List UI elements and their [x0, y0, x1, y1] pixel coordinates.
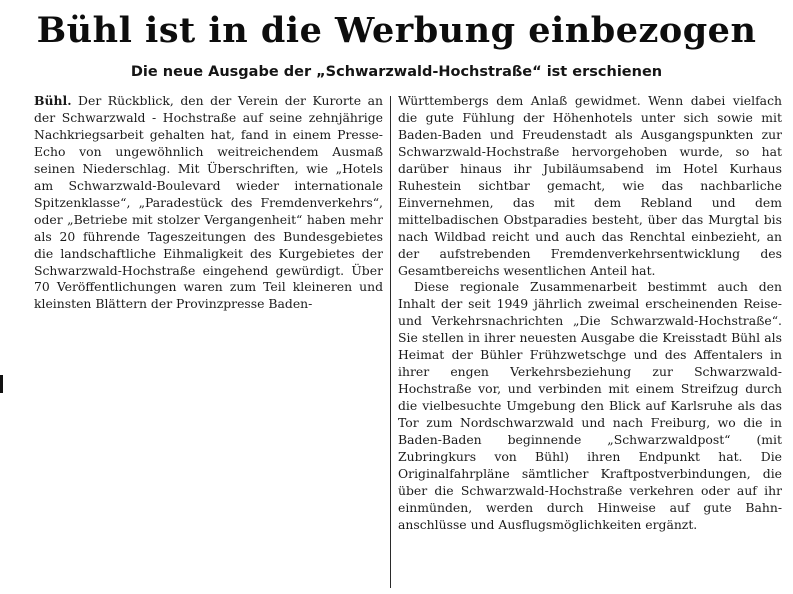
left-column-text: Der Rückblick, den der Verein der Kurorte an der Schwarzwald - Hochstraße auf seine zehnjährige Nachkriegsarbeit gehalten hat, fand in einem Presse-Echo von ungewöhnlich weitreichendem Ausmaß seinen Niederschlag. Mit Überschriften, wie „Hotels am Schwarzwald-Boulevard wieder internationale Spitzenklasse“, „Paradestück des Fremdenverkehrs“, oder „Betriebe mit stolzer Vergangenheit“ haben mehr als 20 führende Tageszeitungen des Bundesgebietes die landschaftliche Eihmaligkeit des Kurgebietes der Schwarzwald-Hochstraße eingehend gewürdigt. Über 70 Veröffentlichungen waren zum Teil kleineren und kleinsten Blättern der Provinzpresse Baden- — [34, 93, 383, 312]
article-headline: Bühl ist in die Werbung einbezogen — [36, 10, 757, 51]
scan-edge-mark — [0, 375, 3, 393]
article-subheadline: Die neue Ausgabe der „Schwarzwald-Hochstraße“ ist erschienen — [130, 64, 663, 80]
article-paragraph-3: Diese regionale Zusammenarbeit bestimmt auch den Inhalt der seit 1949 jährlich zweimal erscheinenden Reise- und Verkehrsnachrichten „Die Schwarzwald-Hochstraße“. Sie stellen in ihrer neuesten Ausgabe die Kreisstadt Bühl als Heimat der Bühler Frühzwetschge und des Affentalers in ihrer engen Verkehrsbeziehung zur Schwarzwald-Hochstraße vor, und verbinden mit einem Streifzug durch die vielbesuchte Umgebung den Blick auf Karlsruhe als das Tor zum Nordschwarzwald und nach Freiburg, wo die in Baden-Baden beginnende „Schwarzwaldpost“ (mit Zubringkurs von Bühl) ihren Endpunkt hat. Die Originalfahrpläne sämtlicher Kraftpostverbindungen, die über die Schwarzwald-Hochstraße verkehren oder auf ihr einmünden, werden durch Hinweise auf gute Bahnanschlüsse und Ausflugsmöglichkeiten ergänzt. — [398, 279, 782, 532]
column-divider — [390, 96, 391, 588]
article-column-right — [398, 93, 782, 589]
article-paragraph-1 — [34, 93, 383, 313]
article-paragraph-2: Württembergs dem Anlaß gewidmet. Wenn dabei vielfach die gute Fühlung der Höhenhotels unter sich sowie mit Baden-Baden und Freudenstadt als Ausgangspunkten zur Schwarzwald-Hochstraße hervorgehoben wurde, so hat darüber hinaus ihr Jubiläumsabend im Hotel Kurhaus Ruhestein sichtbar gemacht, wie das nachbarliche Einvernehmen, das mit dem Rebland und dem mittelbadischen Obstparadies besteht, über das Murgtal bis nach Wildbad reicht und auch das Renchtal einbezieht, an der aufstrebenden Fremdenverkehrsentwicklung des Gesamtbereichs wesentlichen Anteil hat. — [398, 93, 782, 278]
article-column-left — [34, 93, 383, 589]
dateline: Bühl. — [34, 93, 72, 108]
